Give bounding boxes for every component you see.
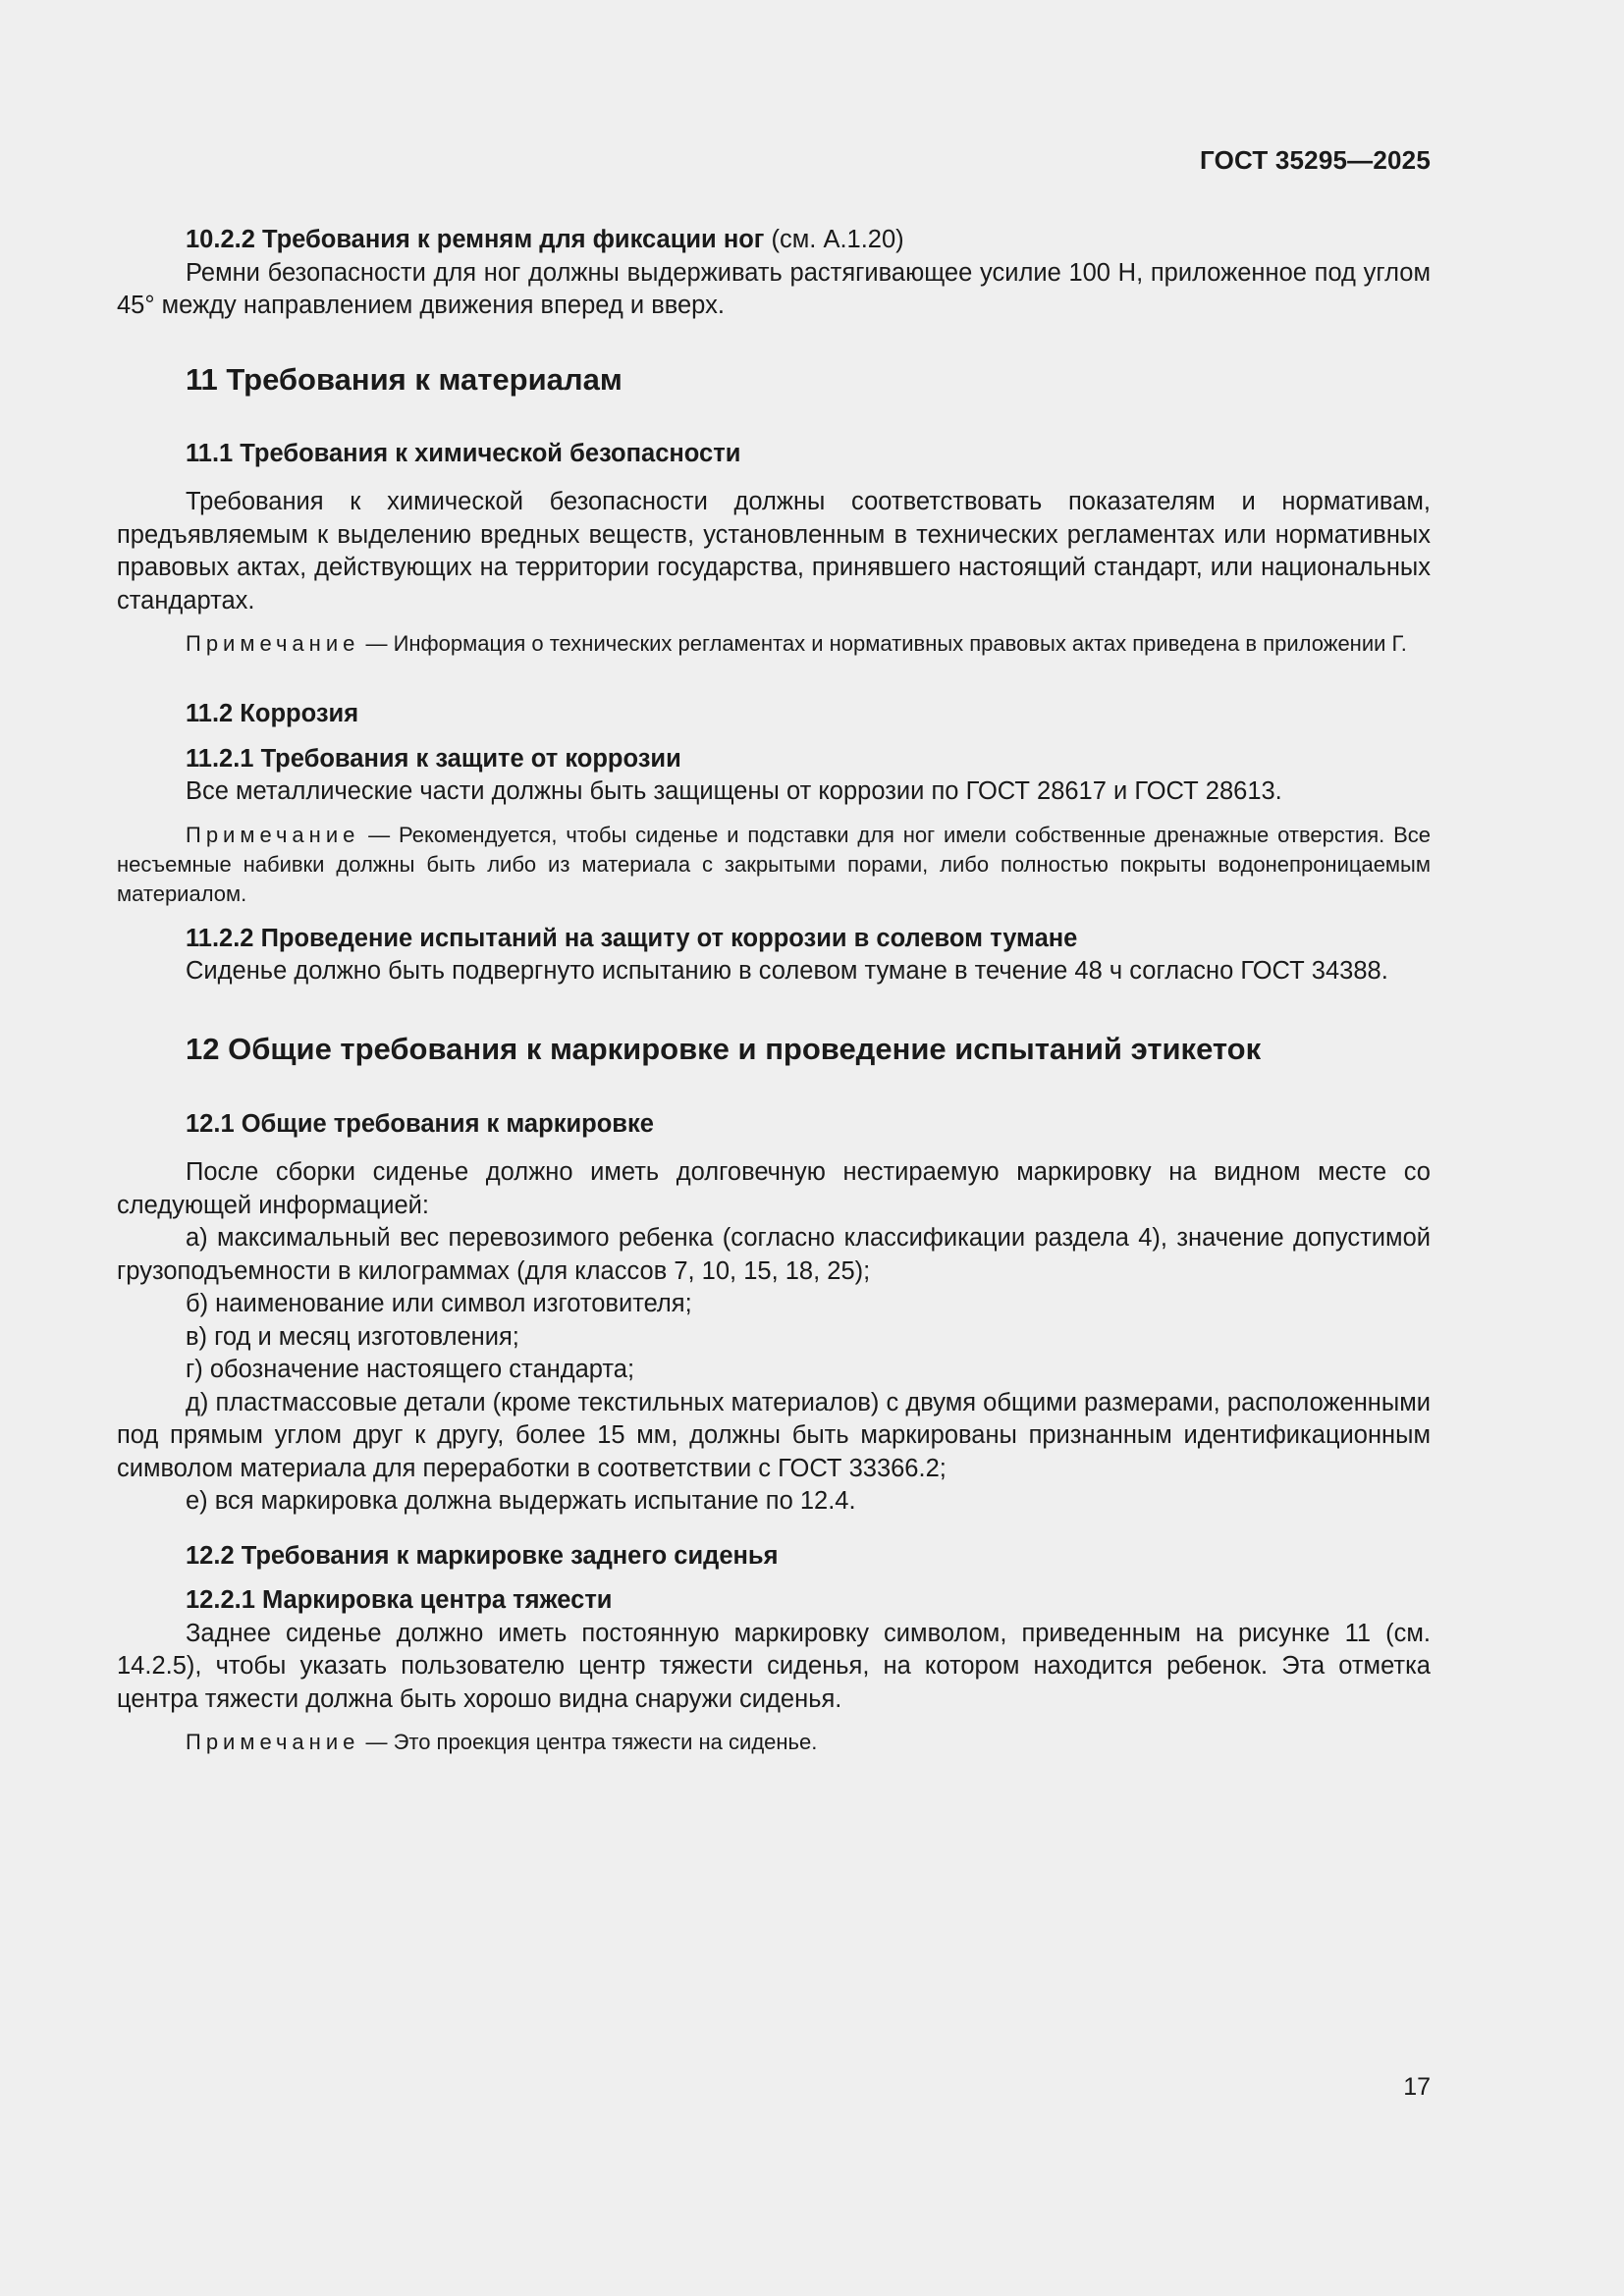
section-11-2-2-text: Сиденье должно быть подвергнуто испытанию в солевом тумане в течение 48 ч согласно ГОСТ 34388. [186,957,1388,985]
list-item-a: а) максимальный вес перевозимого ребенка (согласно классификации раздела 4), значение допустимой грузоподъемности в килограммах (для классов 7, 10, 15, 18, 25); [117,1224,1431,1285]
note-text: — Это проекция центра тяжести на сиденье. [359,1730,818,1754]
section-11-1-heading: 11.1 Требования к химической безопасности [186,439,741,467]
note-label: Примечание [186,822,360,847]
section-11-2-heading: 11.2 Коррозия [186,700,359,727]
section-12-heading: 12 Общие требования к маркировке и проведение испытаний этикеток [186,1031,1262,1066]
section-11-2-1-note [117,821,1431,909]
section-11-heading: 11 Требования к материалам [186,361,623,397]
section-11-1-text: Требования к химической безопасности должны соответствовать показателям и нормативам, предъявляемым к выделению вредных веществ, установленным в технических регламентах или нормативных правовых актах, действующих на территории государства, принявшего настоящий стандарт, или национальных стандартах. [117,488,1431,614]
document-content [117,224,1431,1757]
section-12-1-heading: 12.1 Общие требования к маркировке [186,1109,654,1138]
clause-reference: (см. А.1.20) [764,226,904,253]
section-11-1-note [117,629,1431,659]
note-text: — Информация о технических регламентах и нормативных правовых актах приведена в приложении Г. [359,631,1407,656]
section-11-2-1-heading: 11.2.1 Требования к защите от коррозии [186,744,681,773]
section-11-2-2-heading: 11.2.2 Проведение испытаний на защиту от коррозии в солевом тумане [186,924,1078,952]
section-12-1-intro: После сборки сиденье должно иметь долговечную нестираемую маркировку на видном месте со следующей информацией: [117,1158,1431,1219]
clause-10-2-2-text: Ремни безопасности для ног должны выдерживать растягивающее усилие 100 Н, приложенное под углом 45° между направлением движения вперед и вверх. [117,258,1431,319]
page-number: 17 [1403,2073,1431,2101]
section-11-2-1-text: Все металлические части должны быть защищены от коррозии по ГОСТ 28617 и ГОСТ 28613. [186,777,1282,805]
section-12-2-heading: 12.2 Требования к маркировке заднего сиденья [186,1541,779,1570]
section-12-2-1-note [117,1728,1431,1757]
list-item-d: д) пластмассовые детали (кроме текстильных материалов) с двумя общими размерами, расположенными под прямым углом друг к другу, более 15 мм, должны быть маркированы признанным идентификационным символом материала для переработки в соответствии с ГОСТ 33366.2; [117,1388,1431,1482]
note-label: Примечание [186,631,360,656]
clause-title: 10.2.2 Требования к ремням для фиксации ног [186,226,765,253]
section-12-2-1-heading: 12.2.1 Маркировка центра тяжести [186,1586,613,1614]
list-item-g: г) обозначение настоящего стандарта; [186,1356,635,1383]
list-item-b: б) наименование или символ изготовителя; [186,1290,692,1317]
note-label: Примечание [186,1730,360,1754]
standard-number: ГОСТ 35295—2025 [1200,145,1431,175]
clause-10-2-2-heading [117,224,1431,257]
note-text: — Рекомендуется, чтобы сиденье и подставки для ног имели собственные дренажные отверстия. Все несъемные набивки должны быть либо из материала с закрытыми порами, либо полностью покрыты водонепроницаемым материалом. [117,822,1431,906]
list-item-v: в) год и месяц изготовления; [186,1322,519,1351]
list-item-e: е) вся маркировка должна выдержать испытание по 12.4. [186,1487,856,1515]
section-12-2-1-text: Заднее сиденье должно иметь постоянную маркировку символом, приведенным на рисунке 11 (см. 14.2.5), чтобы указать пользователю центр тяжести сиденья, на котором находится ребенок. Эта отметка центра тяжести должна быть хорошо видна снаружи сиденья. [117,1619,1431,1713]
